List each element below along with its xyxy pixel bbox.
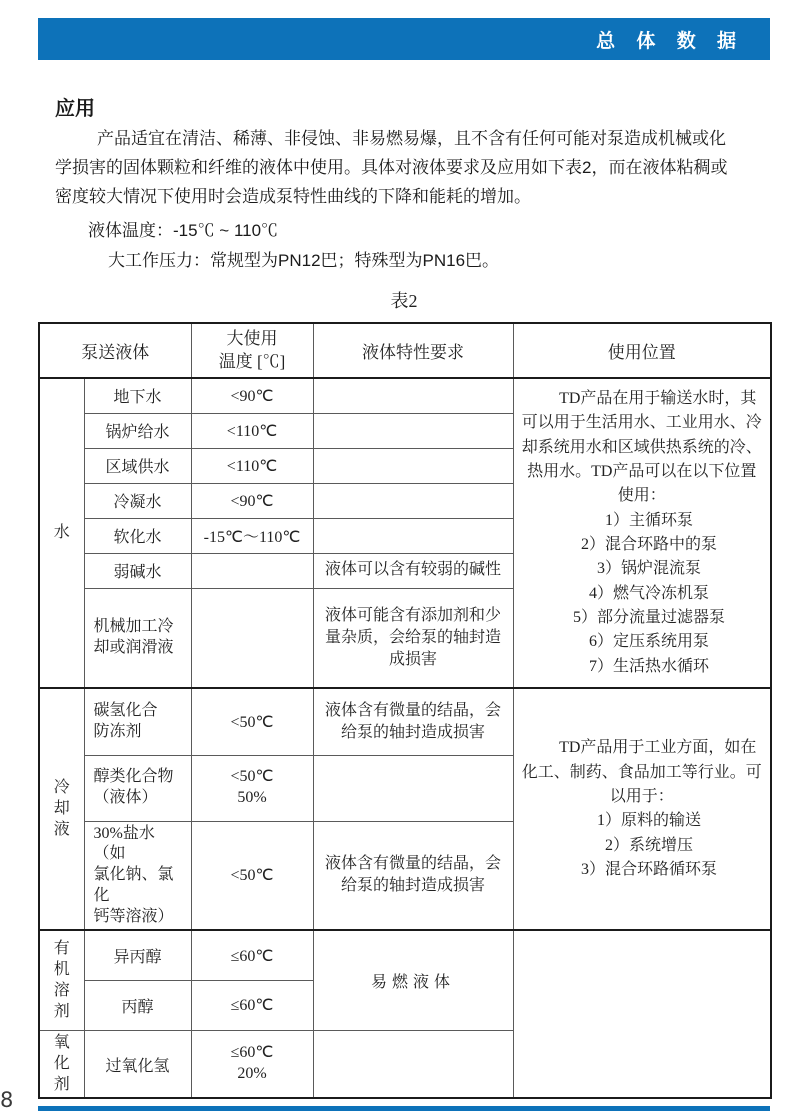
col-header-usage-location: 使用位置	[513, 323, 771, 378]
table-row	[39, 688, 771, 755]
temp-alcohol-compound: <50℃ 50%	[191, 755, 313, 821]
category-water: 水	[39, 378, 84, 688]
temp-weak-alkaline	[191, 553, 313, 588]
category-organic-solvent: 有 机 溶 剂	[39, 930, 84, 1030]
usage-coolant-cell	[513, 688, 771, 930]
req-boiler-feed	[313, 413, 513, 448]
category-coolant: 冷 却 液	[39, 688, 84, 930]
liquid-name-isopropanol: 异丙醇	[84, 930, 191, 980]
usage-water-item: 3）锅炉混流泵	[596, 560, 701, 578]
liquid-name-alcohol-compound: 醇类化合物 （液体）	[84, 755, 191, 821]
usage-coolant-item: 1）原料的输送	[596, 812, 701, 830]
usage-water-item: 5）部分流量过滤器泵	[572, 608, 725, 626]
table-row	[39, 378, 771, 413]
liquid-name-machining-coolant: 机械加工冷 却或润滑液	[84, 588, 191, 688]
usage-coolant-item: 3）混合环路循环泵	[580, 860, 717, 878]
temp-softened: -15℃～110℃	[191, 518, 313, 553]
liquid-temperature-note: 液体温度：-15℃ ~ 110℃	[88, 221, 279, 240]
liquid-name-condensate: 冷凝水	[84, 483, 191, 518]
col-header-liquid-req: 液体特性要求	[313, 323, 513, 378]
req-weak-alkaline: 液体可以含有较弱的碱性	[313, 553, 513, 588]
liquid-name-weak-alkaline: 弱碱水	[84, 553, 191, 588]
table-caption: 表2	[390, 291, 418, 311]
liquid-name-hydrocarbon-antifreeze: 碳氢化合 防冻剂	[84, 688, 191, 755]
working-pressure-note: 大工作压力：常规型为PN12巴；特殊型为PN16巴。	[108, 251, 500, 270]
liquid-requirements-table	[38, 322, 772, 1099]
req-hydrogen-peroxide	[313, 1030, 513, 1098]
liquid-name-groundwater: 地下水	[84, 378, 191, 413]
usage-water-item: 2）混合环路中的泵	[580, 536, 717, 553]
req-condensate	[313, 483, 513, 518]
liquid-name-softened: 软化水	[84, 518, 191, 553]
temp-hydrocarbon-antifreeze: <50℃	[191, 688, 313, 755]
table-row	[39, 930, 771, 980]
temp-hydrogen-peroxide: ≤60℃ 20%	[191, 1030, 313, 1098]
paragraph-line: 学损害的固体颗粒和纤维的液体中使用。具体对液体要求及应用如下表2，而在液体粘稠或	[55, 158, 728, 177]
temp-machining-coolant	[191, 588, 313, 688]
req-machining-coolant: 液体可能含有添加剂和少量杂质，会给泵的轴封造成损害	[313, 588, 513, 688]
application-paragraph	[55, 124, 770, 211]
col-header-pumped-liquid: 泵送液体	[39, 323, 191, 378]
req-district-supply	[313, 448, 513, 483]
req-brine-30: 液体含有微量的结晶，会给泵的轴封造成损害	[313, 821, 513, 930]
temp-district-supply: <110℃	[191, 448, 313, 483]
temp-condensate: <90℃	[191, 483, 313, 518]
usage-coolant-item: 2）系统增压	[604, 836, 693, 854]
category-oxidizer: 氧 化 剂	[39, 1030, 84, 1098]
table-header-row	[39, 323, 771, 378]
req-flammable-liquid: 易燃液体	[313, 930, 513, 1030]
temp-brine-30: <50℃	[191, 821, 313, 930]
liquid-name-brine-30: 30%盐水（如 氯化钠、氯化 钙等溶液）	[84, 821, 191, 930]
usage-water-item: 1）主循环泵	[604, 511, 693, 529]
req-hydrocarbon-antifreeze: 液体含有微量的结晶，会给泵的轴封造成损害	[313, 688, 513, 755]
temp-boiler-feed: <110℃	[191, 413, 313, 448]
section-header-bar	[38, 18, 770, 60]
liquid-table-container	[38, 322, 772, 1099]
liquid-name-district-supply: 区域供水	[84, 448, 191, 483]
usage-water-item: 4）燃气冷冻机泵	[588, 584, 709, 602]
footer-accent-bar	[38, 1106, 770, 1111]
liquid-name-boiler-feed: 锅炉给水	[84, 413, 191, 448]
usage-coolant-intro: TD产品用于工业方面，如在化工、制药、食品加工等行业。可以用于：	[521, 739, 762, 805]
usage-water-cell	[513, 378, 771, 688]
usage-water-item: 6）定压系统用泵	[588, 633, 709, 651]
usage-water-item: 7）生活热水循环	[588, 657, 709, 675]
req-softened	[313, 518, 513, 553]
temp-isopropanol: ≤60℃	[191, 930, 313, 980]
req-groundwater	[313, 378, 513, 413]
temp-propanol: ≤60℃	[191, 980, 313, 1030]
temp-groundwater: <90℃	[191, 378, 313, 413]
usage-water-intro: TD产品在用于输送水时，其可以用于生活用水、工业用水、冷却系统用水和区域供热系统的冷、热用水。TD产品可以在以下位置使用：	[521, 390, 762, 505]
application-heading: 应用	[55, 98, 95, 120]
col-header-max-temp: 大使用 温度 [℃]	[191, 323, 313, 378]
page-number: 8	[0, 1088, 14, 1112]
section-header-title: 总 体 数 据	[596, 30, 744, 52]
liquid-name-hydrogen-peroxide: 过氧化氢	[84, 1030, 191, 1098]
paragraph-line: 密度较大情况下使用时会造成泵特性曲线的下降和能耗的增加。	[55, 187, 531, 206]
paragraph-line: 产品适宜在清洁、稀薄、非侵蚀、非易燃易爆，且不含有任何可能对泵造成机械或化	[97, 129, 726, 148]
liquid-name-propanol: 丙醇	[84, 980, 191, 1030]
usage-solvent-oxidizer-cell	[513, 930, 771, 1098]
req-alcohol-compound	[313, 755, 513, 821]
